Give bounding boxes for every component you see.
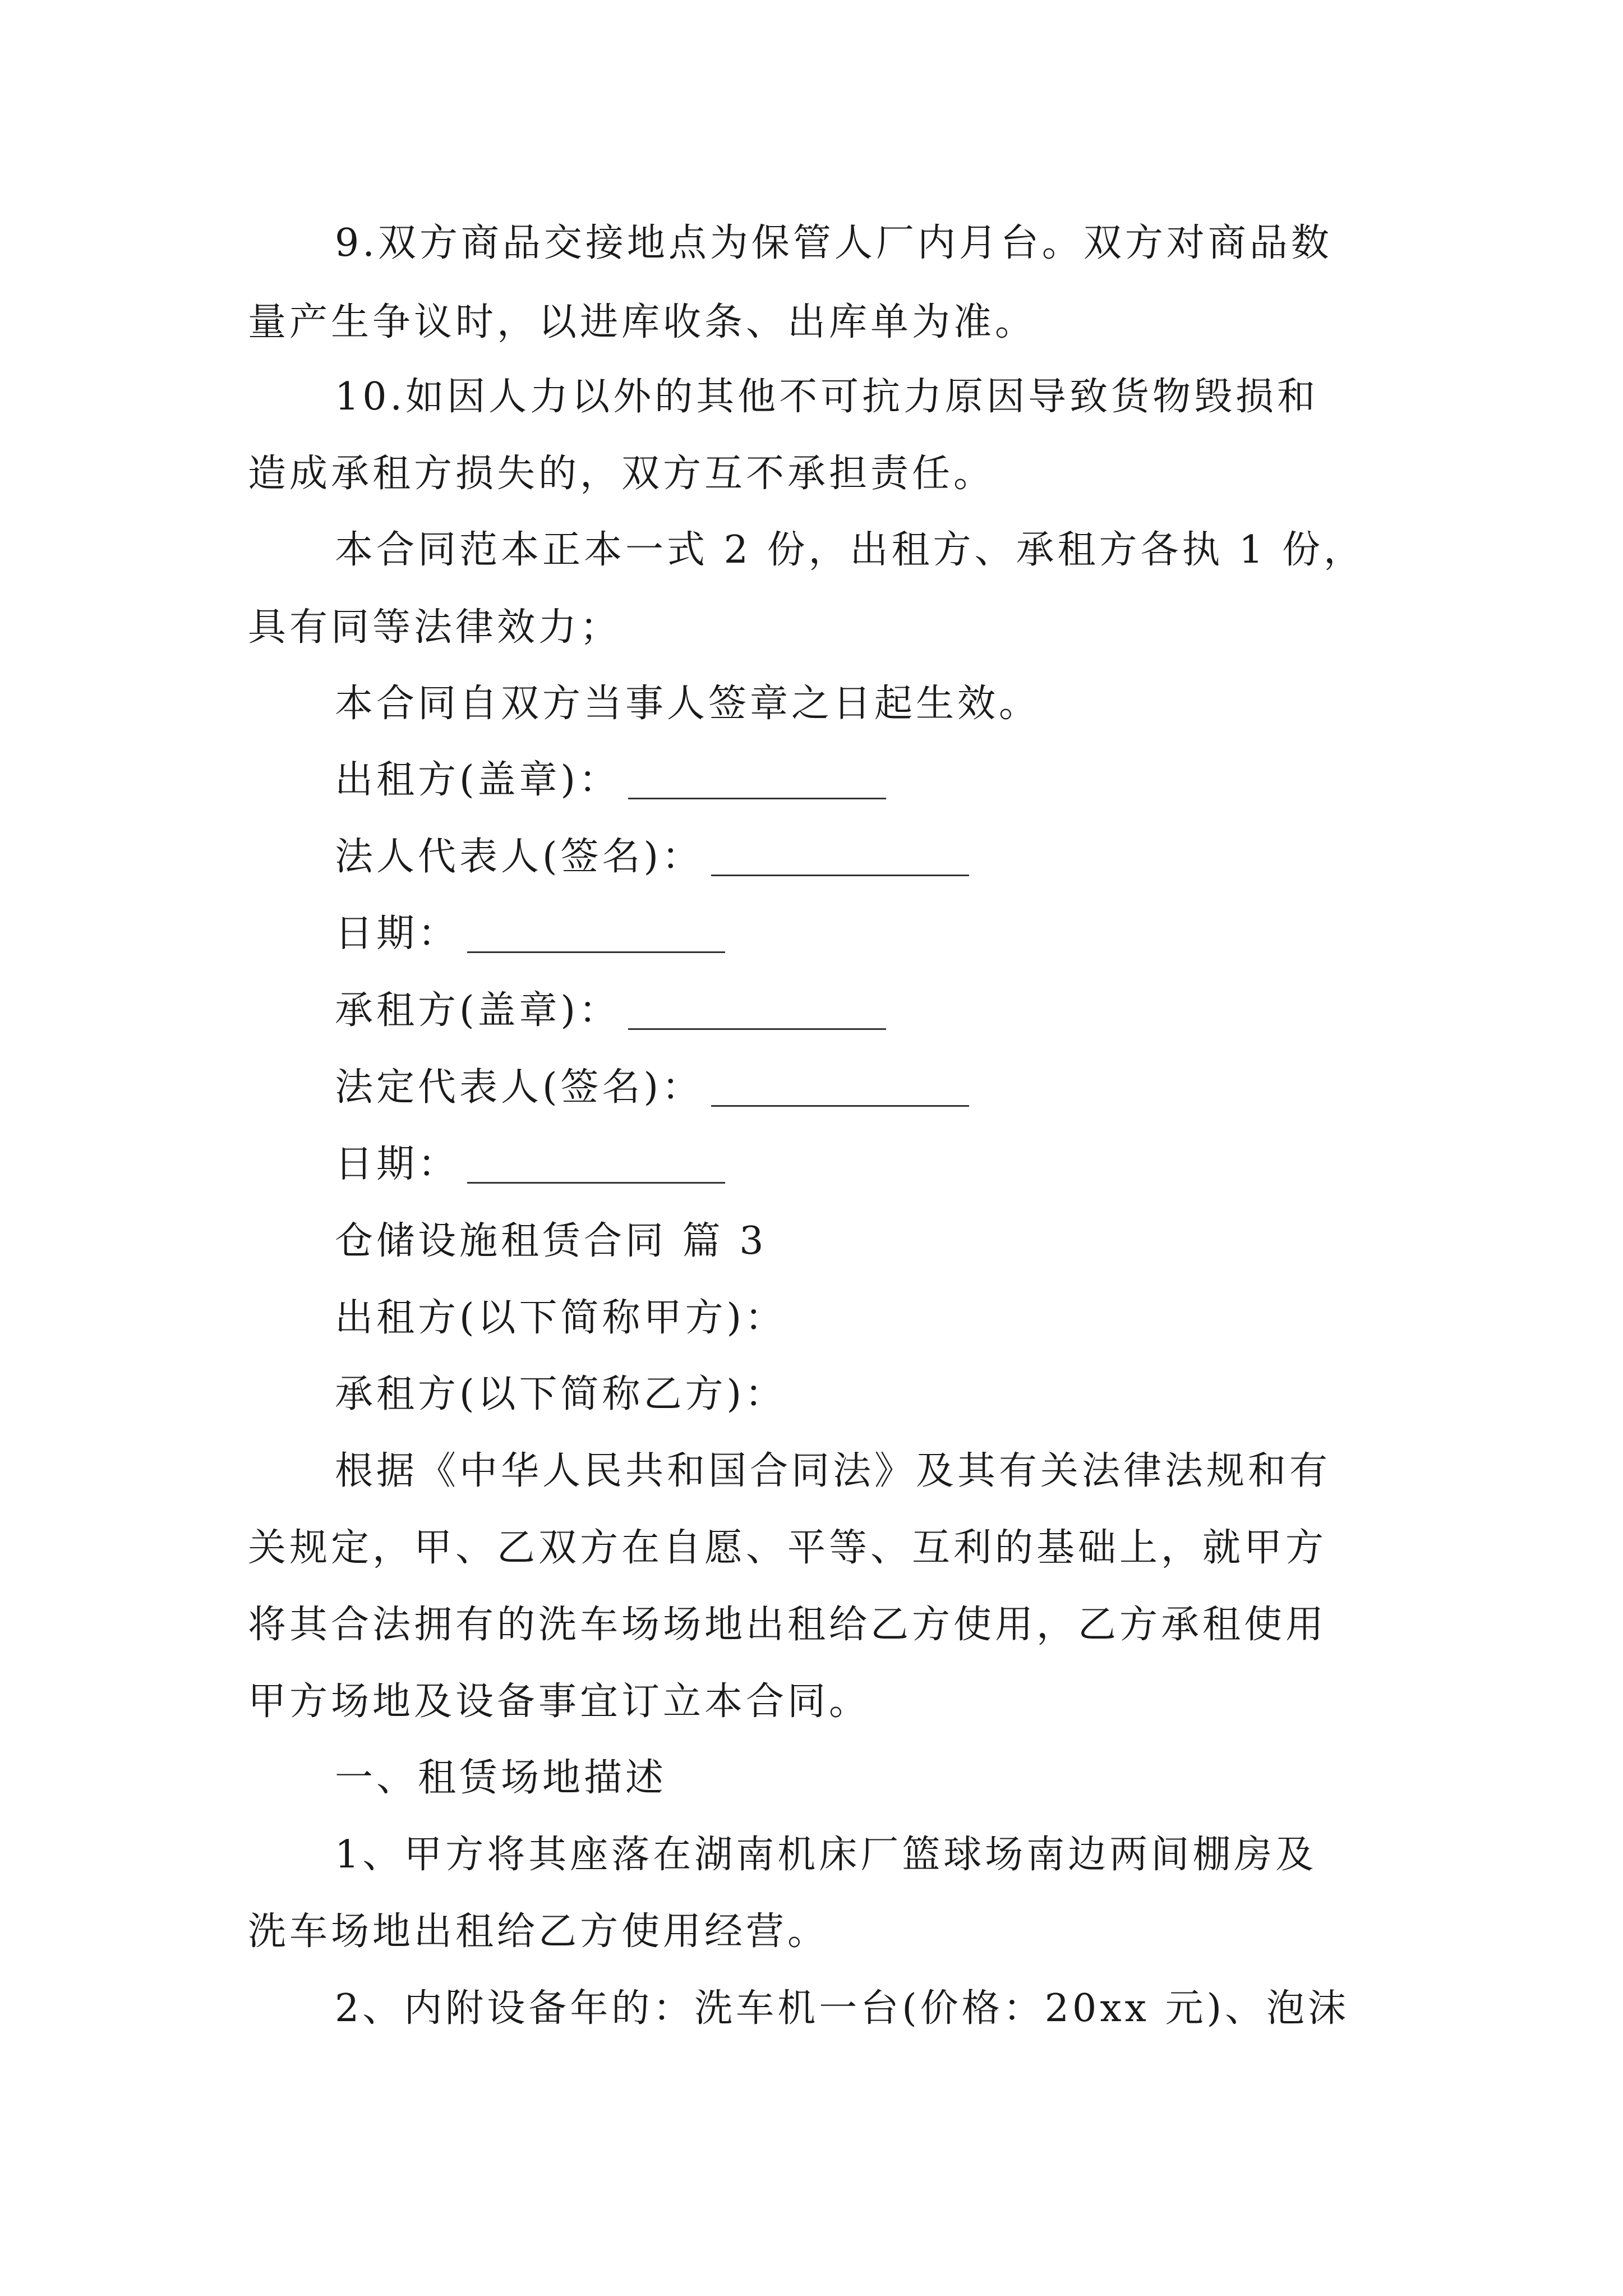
clause-9-line-2: 量产生争议时，以进库收条、出库单为准。 (248, 300, 1037, 344)
copies-line-1: 本合同范本正本一式 2 份，出租方、承租方各执 1 份， (335, 528, 1365, 572)
clause-1-line-2: 洗车场地出租给乙方使用经营。 (248, 1910, 829, 1954)
intro-line-3: 将其合法拥有的洗车场场地出租给乙方使用，乙方承租使用 (248, 1603, 1327, 1647)
statutory-rep-blank[interactable] (711, 1104, 969, 1107)
intro-line-2: 关规定，甲、乙双方在自愿、平等、互利的基础上，就甲方 (248, 1526, 1327, 1570)
clause-1-line-1: 1、甲方将其座落在湖南机床厂篮球场南边两间棚房及 (335, 1833, 1317, 1877)
lessee-seal-row (335, 988, 886, 1033)
clause-10-line-1: 10.如因人力以外的其他不可抗力原因导致货物毁损和 (335, 375, 1319, 419)
clause-10-line-2: 造成承租方损失的，双方互不承担责任。 (248, 452, 995, 496)
lessee-party-line: 承租方(以下简称乙方)： (335, 1372, 787, 1416)
date-1-row (335, 912, 725, 956)
legal-rep-blank[interactable] (711, 873, 969, 876)
section-title: 仓储设施租赁合同 篇 3 (335, 1219, 767, 1263)
intro-line-1: 根据《中华人民共和国合同法》及其有关法律法规和有 (335, 1449, 1331, 1493)
clause-9-line-1: 9.双方商品交接地点为保管人厂内月台。双方对商品数 (335, 221, 1332, 265)
heading-1: 一、租赁场地描述 (335, 1756, 667, 1800)
statutory-rep-row (335, 1065, 969, 1110)
clause-2-line-1: 2、内附设备年的：洗车机一台(价格：20xx 元)、泡沫 (335, 1986, 1350, 2031)
date-1-blank[interactable] (467, 950, 725, 953)
lessor-party-line: 出租方(以下简称甲方)： (335, 1296, 787, 1340)
lessee-seal-label: 承租方(盖章)： (335, 988, 621, 1033)
lessor-seal-label: 出租方(盖章)： (335, 758, 621, 802)
date-2-label: 日期： (335, 1142, 460, 1186)
date-2-row (335, 1142, 725, 1186)
legal-rep-row (335, 835, 969, 879)
lessor-seal-row (335, 758, 886, 802)
effective-line: 本合同自双方当事人签章之日起生效。 (335, 682, 1041, 726)
lessee-seal-blank[interactable] (628, 1027, 886, 1030)
copies-line-2: 具有同等法律效力； (248, 605, 622, 650)
legal-rep-label: 法人代表人(签名)： (335, 835, 704, 879)
intro-line-4: 甲方场地及设备事宜订立本合同。 (248, 1680, 871, 1724)
date-1-label: 日期： (335, 912, 460, 956)
lessor-seal-blank[interactable] (628, 797, 886, 799)
statutory-rep-label: 法定代表人(签名)： (335, 1065, 704, 1110)
date-2-blank[interactable] (467, 1181, 725, 1184)
